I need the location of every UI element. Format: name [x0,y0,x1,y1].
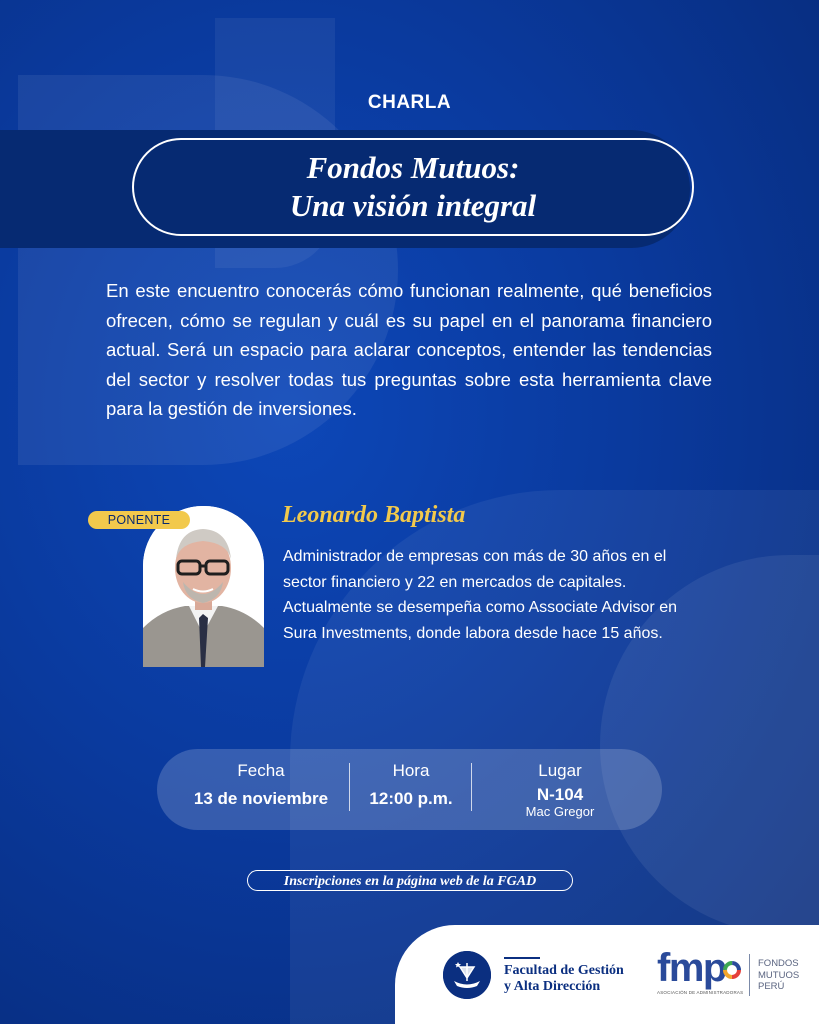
date-value: 13 de noviembre [193,789,329,808]
fmp-line-2: MUTUOS [758,969,800,981]
time-label: Hora [392,761,430,780]
fgad-line-2: y Alta Dirección [504,979,601,994]
fmp-divider [749,954,750,996]
divider [349,763,350,811]
fgad-name [504,963,624,995]
description: En este encuentro conocerás cómo funcionan realmente, qué beneficios ofrecen, cómo se regulan y cuál es su papel en el panorama financiero actual. Será un espacio para aclarar conceptos, entender las tendencias del sector y resolver todas tus preguntas sobre esta herramienta clave para la gestión de inversiones. [106,280,712,419]
place-sub: Mac Gregor [525,804,595,819]
fgad-logo-icon [443,951,491,999]
fmp-ring-icon [722,960,742,980]
divider [471,763,472,811]
registration-link[interactable]: Inscripciones en la página web de la FGAD [247,870,573,891]
fmp-subtitle: ASOCIACIÓN DE ADMINISTRADORAS [657,990,744,995]
fmp-line-3: PERÚ [758,981,785,992]
title-line-1: Fondos Mutuos: [306,150,520,185]
date-label: Fecha [237,761,285,780]
place-value: N-104 [536,785,584,804]
speaker-bio: Administrador de empresas con más de 30 años en el sector financiero y 22 en mercados de capitales. Actualmente se desempeña como Associate Advisor en Sura Investments, donde labora desde hace 15 años. [283,548,677,642]
time-value: 12:00 p.m. [369,789,453,808]
fmp-line-1: FONDOS [758,958,799,969]
speaker-name: Leonardo Baptista [282,502,466,528]
fmp-logo: fmp [657,946,726,990]
fgad-rule [504,957,540,959]
time-block [352,749,470,830]
date-block [172,749,350,830]
title-line-2: Una visión integral [289,188,537,223]
place-block [480,749,640,830]
fgad-line-1: Facultad de Gestión [504,963,624,978]
speaker-photo [143,506,264,667]
title-pill [132,138,694,236]
place-label: Lugar [538,761,582,780]
event-type-label: CHARLA [367,92,452,113]
speaker-badge: PONENTE [88,511,190,529]
fmp-name [758,958,799,993]
